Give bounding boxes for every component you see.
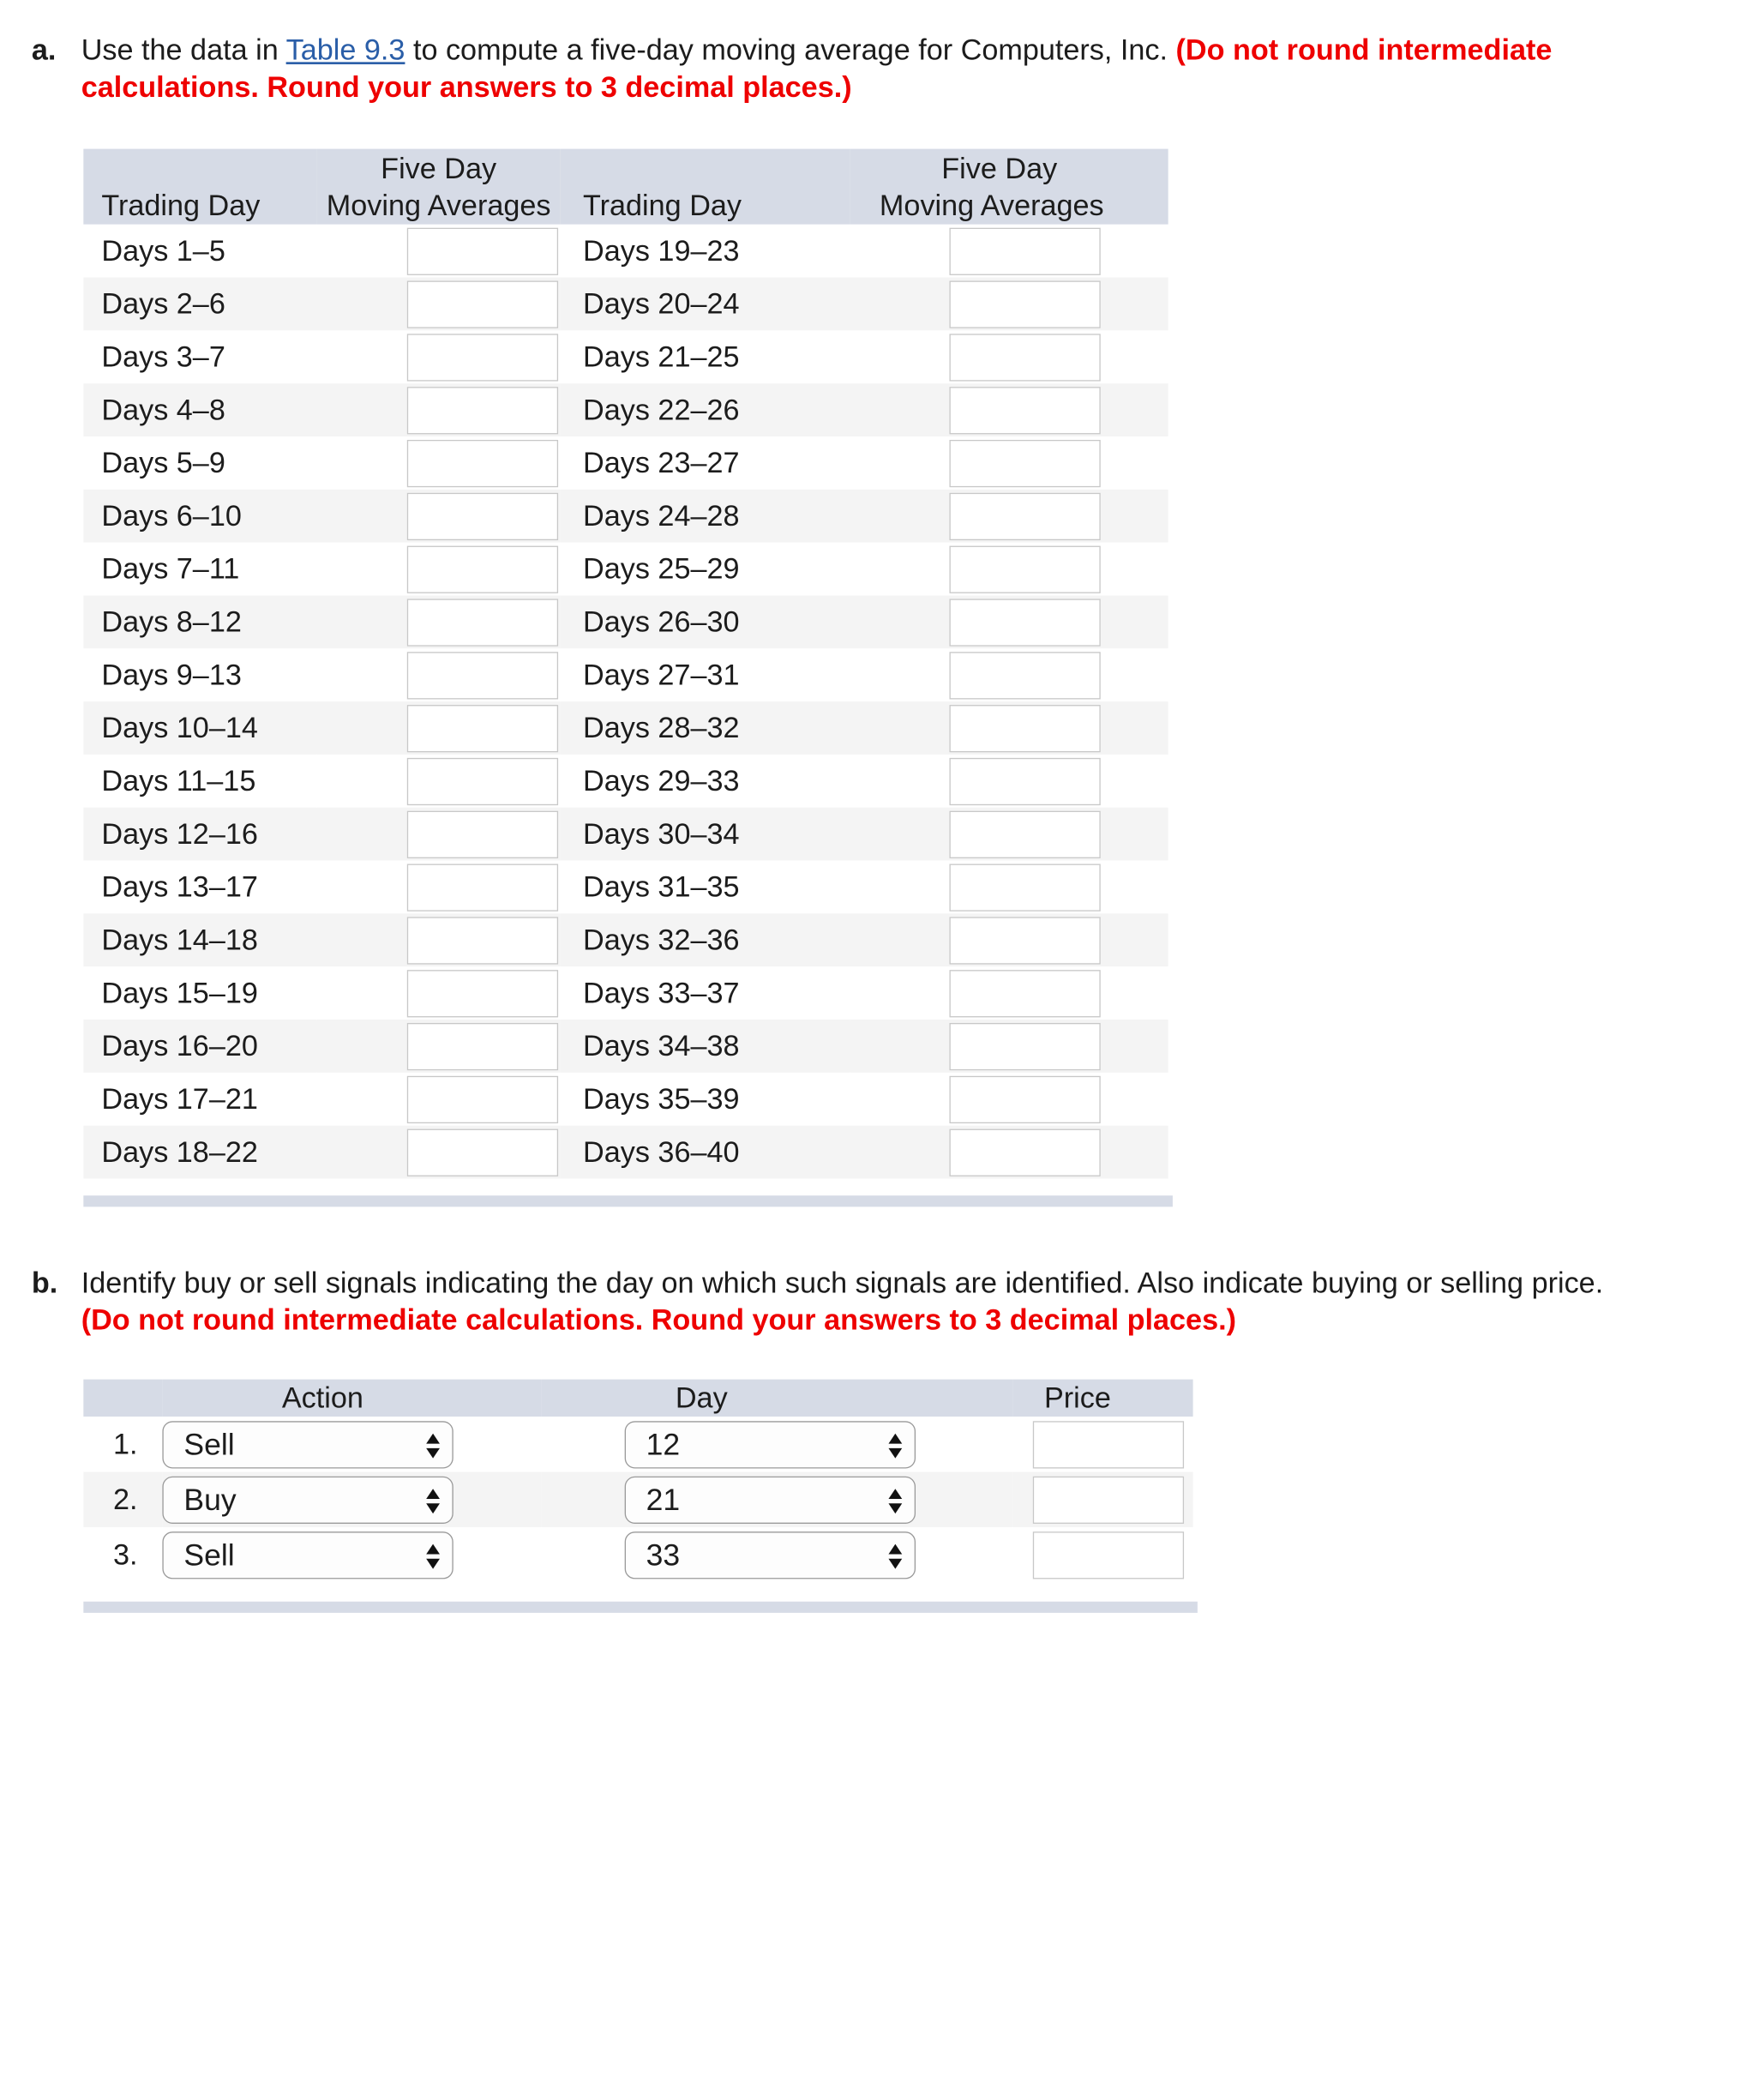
ma-input-right-cell [850,1126,1168,1179]
table-row [83,701,1168,755]
moving-average-input-left[interactable] [407,917,558,964]
moving-average-input-left[interactable] [407,757,558,804]
signals-header-spacer [83,1380,162,1417]
day-cell [541,1527,1012,1582]
moving-average-input-right[interactable] [949,810,1100,857]
moving-average-input-right[interactable] [949,439,1100,486]
question-a-instruction: (Do not round intermediate calculations. Round your answers to 3 decimal places.) [81,33,1553,105]
moving-average-input-right[interactable] [949,1022,1100,1069]
ma-input-left-cell [317,436,561,490]
trading-day-right-label: Days 23–27 [561,436,850,490]
moving-average-input-right[interactable] [949,970,1100,1017]
table-row [83,225,1168,278]
table-b-bottom-bar [83,1602,1198,1613]
moving-average-input-right[interactable] [949,599,1100,646]
signal-row [83,1527,1192,1582]
ma-input-left-cell [317,383,561,436]
action-select[interactable] [162,1531,453,1579]
trading-day-left-label: Days 18–22 [83,1126,316,1179]
action-select-value: Sell [183,1537,235,1572]
trading-day-right-label: Days 30–34 [561,808,850,861]
ma-input-left-cell [317,330,561,383]
moving-average-input-left[interactable] [407,810,558,857]
trading-day-right-label: Days 33–37 [561,966,850,1020]
trading-day-left-label: Days 5–9 [83,436,316,490]
ma-input-left-cell [317,861,561,914]
moving-average-input-left[interactable] [407,227,558,274]
trading-day-right-label: Days 29–33 [561,755,850,808]
ma-input-left-cell [317,1073,561,1126]
moving-average-input-left[interactable] [407,545,558,593]
moving-average-input-left[interactable] [407,334,558,381]
table-row [83,490,1168,543]
question-b-instruction: (Do not round intermediate calculations. Round your answers to 3 decimal places.) [81,1303,1236,1337]
row-number: 3. [83,1527,162,1582]
table-row [83,1073,1168,1126]
moving-average-input-left[interactable] [407,439,558,486]
ma-input-left-cell [317,543,561,596]
ma-input-right-cell [850,383,1168,436]
trading-day-right-label: Days 19–23 [561,225,850,278]
action-cell [162,1471,541,1526]
trading-day-header-right: Trading Day [561,149,850,225]
row-number: 1. [83,1417,162,1471]
trading-day-right-label: Days 36–40 [561,1126,850,1179]
moving-average-input-right[interactable] [949,1075,1100,1122]
day-header: Day [541,1380,1012,1417]
question-b-text-body: Identify buy or sell signals indicating the day on which such signals are identified. Also indicate buying or selling price. [81,1265,1604,1300]
select-arrows-icon [425,1487,441,1514]
ma-input-right-cell [850,595,1168,648]
table-row [83,330,1168,383]
moving-average-input-right[interactable] [949,1128,1100,1176]
ma-input-left-cell [317,701,561,755]
table-row [83,861,1168,914]
moving-average-input-left[interactable] [407,386,558,433]
trading-day-left-label: Days 7–11 [83,543,316,596]
moving-average-input-right[interactable] [949,704,1100,751]
signals-rows [83,1417,1192,1582]
moving-average-input-left[interactable] [407,1075,558,1122]
table-a-bottom-bar [83,1195,1173,1206]
ma-input-right-cell [850,648,1168,701]
action-cell [162,1527,541,1582]
ma-input-right-cell [850,1020,1168,1073]
trading-day-left-label: Days 8–12 [83,595,316,648]
ma-input-right-cell [850,330,1168,383]
trading-day-left-label: Days 2–6 [83,278,316,331]
moving-average-input-left[interactable] [407,599,558,646]
ma-input-left-cell [317,808,561,861]
question-b [32,1264,1610,1339]
moving-average-input-right[interactable] [949,652,1100,699]
trading-day-left-label: Days 12–16 [83,808,316,861]
ma-input-left-cell [317,1020,561,1073]
table-row [83,808,1168,861]
moving-average-input-left[interactable] [407,280,558,328]
ma-input-right-cell [850,913,1168,966]
moving-average-header-right-line2: Moving Averages [879,188,1104,223]
table-9-3-link[interactable]: Table 9.3 [285,33,405,67]
action-cell [162,1417,541,1471]
action-select[interactable] [162,1476,453,1523]
table-row [83,543,1168,596]
question-a-letter: a. [31,33,57,67]
trading-day-right-label: Days 24–28 [561,490,850,543]
ma-input-right-cell [850,543,1168,596]
trading-day-left-label: Days 10–14 [83,701,316,755]
day-cell [541,1417,1012,1471]
question-a-text-start: Use the data in [81,33,286,67]
trading-day-right-label: Days 31–35 [561,861,850,914]
question-b-letter: b. [31,1265,58,1300]
ma-input-left-cell [317,225,561,278]
trading-day-right-label: Days 35–39 [561,1073,850,1126]
signals-table [83,1380,1192,1583]
day-select[interactable] [625,1476,916,1523]
moving-average-input-right[interactable] [949,757,1100,804]
signals-header-row [83,1380,1192,1417]
question-a-text [81,32,1611,106]
table-row [83,278,1168,331]
table-row [83,755,1168,808]
ma-input-left-cell [317,278,561,331]
day-select-value: 12 [646,1427,681,1461]
ma-input-left-cell [317,913,561,966]
table-row [83,913,1168,966]
trading-day-left-label: Days 15–19 [83,966,316,1020]
question-a [32,32,1610,106]
trading-day-right-label: Days 22–26 [561,383,850,436]
trading-day-right-label: Days 28–32 [561,701,850,755]
action-select-value: Buy [183,1482,237,1517]
table-row [83,436,1168,490]
signal-row [83,1417,1192,1471]
ma-input-left-cell [317,966,561,1020]
moving-average-input-left[interactable] [407,1128,558,1176]
trading-day-left-label: Days 16–20 [83,1020,316,1073]
ma-input-right-cell [850,278,1168,331]
moving-average-input-left[interactable] [407,1022,558,1069]
trading-day-right-label: Days 20–24 [561,278,850,331]
day-select[interactable] [625,1531,916,1579]
day-select-value: 21 [646,1482,681,1517]
action-select-value: Sell [183,1427,235,1461]
row-number: 2. [83,1471,162,1526]
moving-average-header-row [83,149,1168,225]
moving-average-header-left [317,149,561,225]
select-arrows-icon [887,1487,903,1514]
moving-average-input-left[interactable] [407,652,558,699]
trading-day-left-label: Days 11–15 [83,755,316,808]
ma-input-right-cell [850,490,1168,543]
price-input[interactable] [1033,1476,1184,1523]
moving-average-input-right[interactable] [949,227,1100,274]
ma-input-right-cell [850,808,1168,861]
moving-average-input-right[interactable] [949,545,1100,593]
trading-day-left-label: Days 17–21 [83,1073,316,1126]
trading-day-right-label: Days 27–31 [561,648,850,701]
price-cell [1012,1527,1192,1582]
trading-day-left-label: Days 4–8 [83,383,316,436]
moving-average-input-right[interactable] [949,917,1100,964]
ma-input-right-cell [850,755,1168,808]
trading-day-left-label: Days 13–17 [83,861,316,914]
moving-average-header-right [850,149,1168,225]
day-select[interactable] [625,1421,916,1468]
select-arrows-icon [887,1543,903,1570]
trading-day-right-label: Days 32–36 [561,913,850,966]
table-row [83,966,1168,1020]
trading-day-right-label: Days 34–38 [561,1020,850,1073]
trading-day-right-label: Days 25–29 [561,543,850,596]
ma-input-right-cell [850,1073,1168,1126]
action-select[interactable] [162,1421,453,1468]
moving-average-input-right[interactable] [949,386,1100,433]
table-row [83,1020,1168,1073]
day-cell [541,1471,1012,1526]
price-header: Price [1012,1380,1192,1417]
ma-input-left-cell [317,595,561,648]
ma-input-left-cell [317,755,561,808]
select-arrows-icon [425,1432,441,1459]
moving-average-input-left[interactable] [407,492,558,539]
moving-average-input-left[interactable] [407,704,558,751]
select-arrows-icon [887,1432,903,1459]
question-a-text-end: to compute a five-day moving average for Computers, Inc. [405,33,1176,67]
question-b-text [81,1264,1611,1339]
moving-average-header-right-line1: Five Day [941,151,1058,185]
price-input[interactable] [1033,1531,1184,1579]
ma-input-right-cell [850,966,1168,1020]
trading-day-left-label: Days 1–5 [83,225,316,278]
table-row [83,595,1168,648]
moving-average-input-right[interactable] [949,280,1100,328]
ma-input-right-cell [850,701,1168,755]
trading-day-left-label: Days 9–13 [83,648,316,701]
action-header: Action [162,1380,541,1417]
ma-input-right-cell [850,861,1168,914]
moving-average-table [83,149,1168,1179]
price-cell [1012,1471,1192,1526]
trading-day-right-label: Days 21–25 [561,330,850,383]
ma-input-left-cell [317,490,561,543]
price-input[interactable] [1033,1421,1184,1468]
signal-row [83,1471,1192,1526]
select-arrows-icon [425,1543,441,1570]
moving-average-header-left-line2: Moving Averages [326,188,551,223]
ma-input-left-cell [317,1126,561,1179]
trading-day-right-label: Days 26–30 [561,595,850,648]
ma-input-right-cell [850,225,1168,278]
price-cell [1012,1417,1192,1471]
trading-day-left-label: Days 3–7 [83,330,316,383]
table-row [83,383,1168,436]
trading-day-header-left: Trading Day [83,149,316,225]
trading-day-left-label: Days 6–10 [83,490,316,543]
moving-average-input-left[interactable] [407,863,558,911]
moving-average-input-left[interactable] [407,970,558,1017]
day-select-value: 33 [646,1537,681,1572]
ma-input-right-cell [850,436,1168,490]
moving-average-rows [83,225,1168,1179]
ma-input-left-cell [317,648,561,701]
moving-average-input-right[interactable] [949,863,1100,911]
moving-average-input-right[interactable] [949,334,1100,381]
table-row [83,1126,1168,1179]
table-row [83,648,1168,701]
moving-average-input-right[interactable] [949,492,1100,539]
trading-day-left-label: Days 14–18 [83,913,316,966]
moving-average-header-left-line1: Five Day [381,151,497,185]
